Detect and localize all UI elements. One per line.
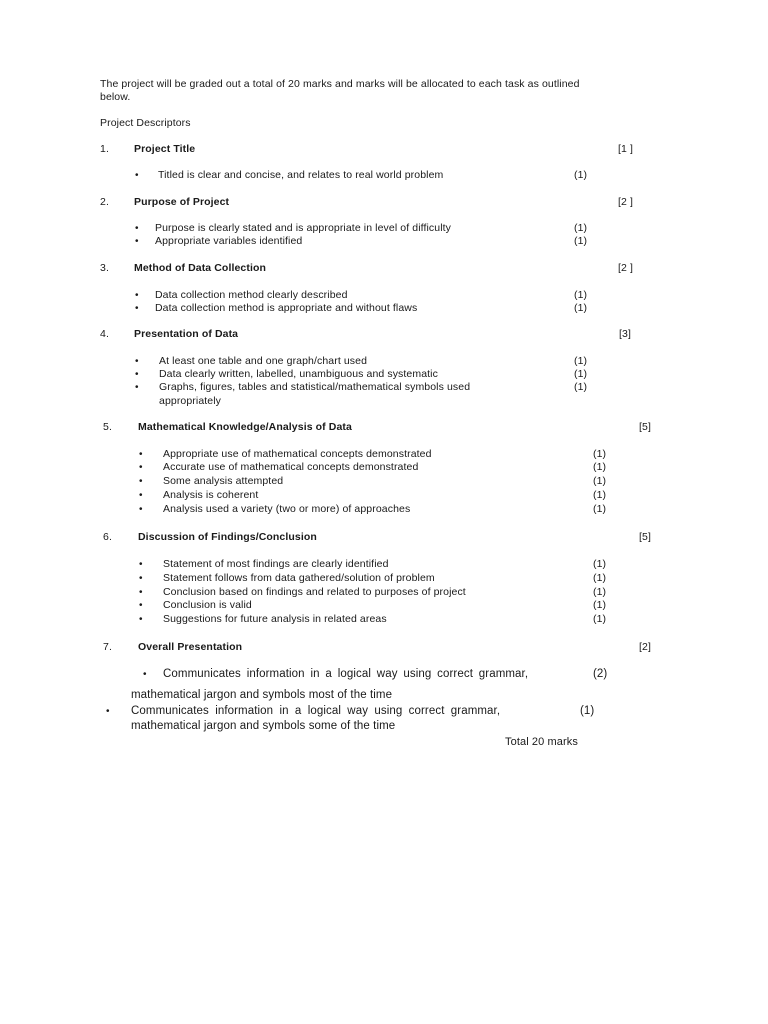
section-5-item-1: Appropriate use of mathematical concepts demonstrated xyxy=(163,448,432,460)
section-1-number: 1. xyxy=(100,143,109,155)
bullet-icon: • xyxy=(106,706,110,717)
section-3-number: 3. xyxy=(100,262,109,274)
section-3-item-2: Data collection method is appropriate and without flaws xyxy=(155,302,418,314)
section-5-item-4: Analysis is coherent xyxy=(163,489,259,501)
section-2-number: 2. xyxy=(100,196,109,208)
bullet-icon: • xyxy=(139,462,143,473)
section-3-item-1: Data collection method clearly described xyxy=(155,289,348,301)
section-5-item-3-mark: (1) xyxy=(593,475,607,487)
section-4-item-2-mark: (1) xyxy=(574,368,588,380)
section-7-item-1: Communicates information in a logical way using correct grammar, xyxy=(163,668,529,680)
bullet-icon: • xyxy=(139,490,143,501)
section-6-item-4-mark: (1) xyxy=(593,599,607,611)
section-4-item-3-continuation: appropriately xyxy=(159,395,222,407)
section-4-total: [3] xyxy=(619,328,631,340)
section-4-item-2: Data clearly written, labelled, unambiguous and systematic xyxy=(159,368,438,380)
section-6-item-5: Suggestions for future analysis in related areas xyxy=(163,613,387,625)
bullet-icon: • xyxy=(135,223,139,234)
section-6-item-3: Conclusion based on findings and related to purposes of project xyxy=(163,586,466,598)
total-marks: Total 20 marks xyxy=(505,736,578,748)
section-5-item-2-mark: (1) xyxy=(593,461,607,473)
section-4-title: Presentation of Data xyxy=(134,328,239,340)
section-6-item-1-mark: (1) xyxy=(593,558,607,570)
section-6-item-2: Statement follows from data gathered/solution of problem xyxy=(163,572,435,584)
section-5-item-1-mark: (1) xyxy=(593,448,607,460)
section-2-item-1-mark: (1) xyxy=(574,222,588,234)
section-3-title: Method of Data Collection xyxy=(134,262,266,274)
section-7-total: [2] xyxy=(639,641,651,653)
section-1-item-1: Titled is clear and concise, and relates to real world problem xyxy=(158,169,444,181)
bullet-icon: • xyxy=(139,449,143,460)
section-2-total: [2 ] xyxy=(618,196,633,208)
section-5-item-5: Analysis used a variety (two or more) of approaches xyxy=(163,503,411,515)
bullet-icon: • xyxy=(135,356,139,367)
section-6-item-1: Statement of most findings are clearly identified xyxy=(163,558,389,570)
section-5-item-2: Accurate use of mathematical concepts demonstrated xyxy=(163,461,419,473)
section-6-item-4: Conclusion is valid xyxy=(163,599,252,611)
section-3-total: [2 ] xyxy=(618,262,633,274)
section-7-title: Overall Presentation xyxy=(138,641,243,653)
bullet-icon: • xyxy=(135,382,139,393)
descriptors-heading: Project Descriptors xyxy=(100,117,191,129)
section-5-title: Mathematical Knowledge/Analysis of Data xyxy=(138,421,352,433)
section-5-total: [5] xyxy=(639,421,651,433)
section-3-item-1-mark: (1) xyxy=(574,289,588,301)
bullet-icon: • xyxy=(135,303,139,314)
bullet-icon: • xyxy=(139,614,143,625)
section-2-item-2: Appropriate variables identified xyxy=(155,235,303,247)
bullet-icon: • xyxy=(139,587,143,598)
section-4-number: 4. xyxy=(100,328,109,340)
section-4-item-3-mark: (1) xyxy=(574,381,588,393)
section-6-item-2-mark: (1) xyxy=(593,572,607,584)
section-6-item-5-mark: (1) xyxy=(593,613,607,625)
bullet-icon: • xyxy=(135,369,139,380)
section-2-item-2-mark: (1) xyxy=(574,235,588,247)
section-5-item-4-mark: (1) xyxy=(593,489,607,501)
intro-line-1: The project will be graded out a total of 20 marks and marks will be allocated to each task as outlined xyxy=(100,78,580,90)
section-5-item-5-mark: (1) xyxy=(593,503,607,515)
bullet-icon: • xyxy=(139,504,143,515)
section-7-item-2-mark: (1) xyxy=(580,705,595,717)
bullet-icon: • xyxy=(135,290,139,301)
section-5-item-3: Some analysis attempted xyxy=(163,475,284,487)
section-7-item-1-mark: (2) xyxy=(593,668,608,680)
section-4-item-1-mark: (1) xyxy=(574,355,588,367)
bullet-icon: • xyxy=(139,476,143,487)
section-7-item-2: Communicates information in a logical way using correct grammar, xyxy=(131,705,501,717)
section-1-title: Project Title xyxy=(134,143,196,155)
bullet-icon: • xyxy=(135,170,139,181)
bullet-icon: • xyxy=(139,559,143,570)
bullet-icon: • xyxy=(143,669,147,680)
section-1-total: [1 ] xyxy=(618,143,633,155)
section-2-title: Purpose of Project xyxy=(134,196,230,208)
section-6-number: 6. xyxy=(103,531,112,543)
section-7-item-1-continuation: mathematical jargon and symbols most of the time xyxy=(131,689,393,701)
bullet-icon: • xyxy=(139,600,143,611)
section-6-item-3-mark: (1) xyxy=(593,586,607,598)
section-2-item-1: Purpose is clearly stated and is appropriate in level of difficulty xyxy=(155,222,451,234)
section-6-title: Discussion of Findings/Conclusion xyxy=(138,531,317,543)
section-3-item-2-mark: (1) xyxy=(574,302,588,314)
section-1-item-1-mark: (1) xyxy=(574,169,588,181)
section-7-item-2-continuation: mathematical jargon and symbols some of the time xyxy=(131,720,396,732)
section-6-total: [5] xyxy=(639,531,651,543)
intro-line-2: below. xyxy=(100,91,131,103)
section-7-number: 7. xyxy=(103,641,112,653)
bullet-icon: • xyxy=(135,236,139,247)
section-4-item-3: Graphs, figures, tables and statistical/mathematical symbols used xyxy=(159,381,471,393)
bullet-icon: • xyxy=(139,573,143,584)
section-5-number: 5. xyxy=(103,421,112,433)
section-4-item-1: At least one table and one graph/chart used xyxy=(159,355,368,367)
